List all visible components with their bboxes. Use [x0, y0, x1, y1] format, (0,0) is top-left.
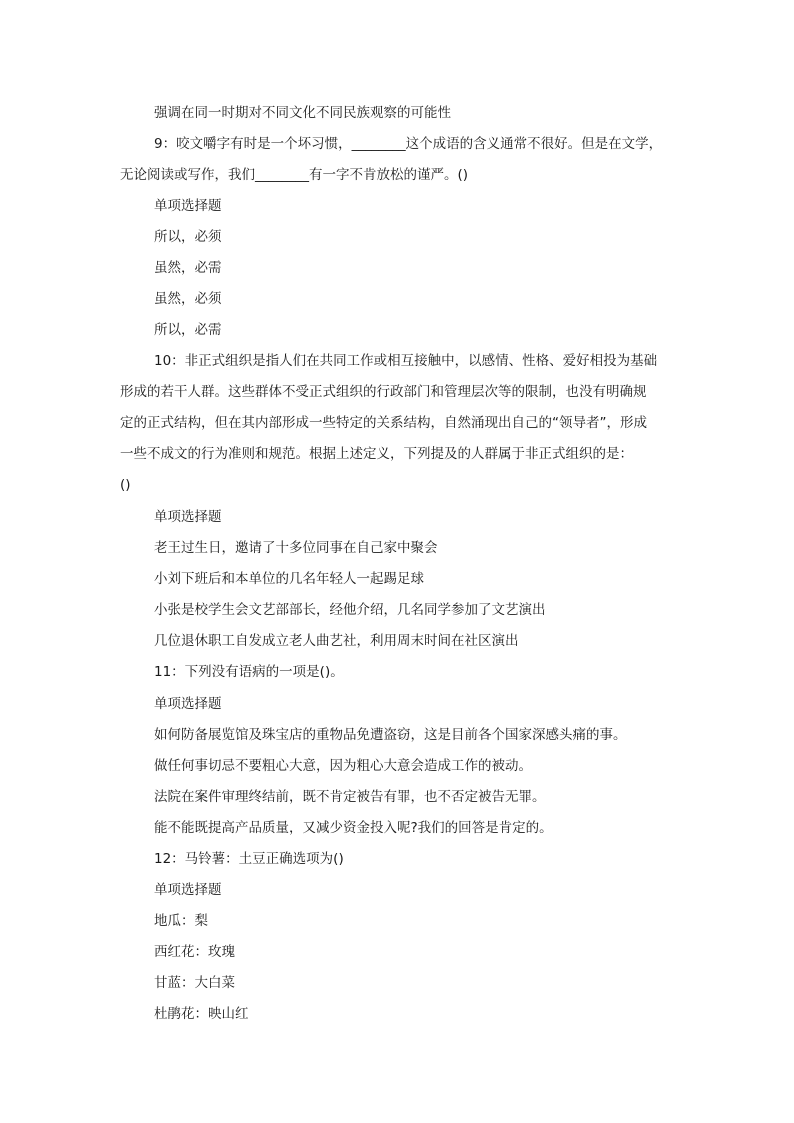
q12-option-b: 西红花：玫瑰	[154, 944, 235, 960]
intro-line: 强调在同一时期对不同文化不同民族观察的可能性	[154, 105, 451, 121]
q10-option-b: 小刘下班后和本单位的几名年轻人一起踢足球	[154, 571, 424, 587]
q9-question-type: 单项选择题	[154, 198, 222, 214]
q12-question-type: 单项选择题	[154, 882, 222, 898]
q12-option-c: 甘蓝：大白菜	[154, 975, 235, 991]
q11-option-b: 做任何事切忌不要粗心大意，因为粗心大意会造成工作的被动。	[154, 758, 532, 774]
q9-stem-line-1: 9：咬文嚼字有时是一个坏习惯，________这个成语的含义通常不很好。但是在文学，	[154, 136, 663, 152]
q11-stem-line-1: 11：下列没有语病的一项是()。	[154, 664, 344, 680]
q10-stem-line-3: 定的正式结构，但在其内部形成一些特定的关系结构，自然涌现出自己的“领导者”，形成	[120, 415, 647, 431]
q12-option-a: 地瓜：梨	[154, 913, 208, 929]
q12-stem-line-1: 12：马铃薯：土豆正确选项为()	[154, 851, 344, 867]
q11-option-d: 能不能既提高产品质量，又减少资金投入呢?我们的回答是肯定的。	[154, 820, 553, 836]
q9-option-d: 所以，必需	[154, 322, 222, 338]
q10-stem-line-4: 一些不成文的行为准则和规范。根据上述定义，下列提及的人群属于非正式组织的是：	[120, 446, 633, 462]
q10-question-type: 单项选择题	[154, 509, 222, 525]
q10-stem-line-1: 10：非正式组织是指人们在共同工作或相互接触中，以感情、性格、爱好相投为基础	[154, 353, 658, 369]
q9-option-c: 虽然，必须	[154, 291, 222, 307]
q9-stem-line-2: 无论阅读或写作，我们________有一字不肯放松的谨严。()	[120, 167, 469, 183]
q12-option-d: 杜鹃花：映山红	[154, 1006, 249, 1022]
q11-option-c: 法院在案件审理终结前，既不肯定被告有罪，也不否定被告无罪。	[154, 789, 546, 805]
q10-stem-line-5: ()	[120, 477, 131, 493]
q11-question-type: 单项选择题	[154, 696, 222, 712]
q9-option-a: 所以，必须	[154, 229, 222, 245]
q11-option-a: 如何防备展览馆及珠宝店的重物品免遭盗窃，这是目前各个国家深感头痛的事。	[154, 727, 627, 743]
q10-option-c: 小张是校学生会文艺部部长，经他介绍，几名同学参加了文艺演出	[154, 602, 546, 618]
q9-option-b: 虽然，必需	[154, 260, 222, 276]
q10-stem-line-2: 形成的若干人群。这些群体不受正式组织的行政部门和管理层次等的限制，也没有明确规	[120, 384, 647, 400]
q10-option-a: 老王过生日，邀请了十多位同事在自己家中聚会	[154, 540, 438, 556]
q10-option-d: 几位退休职工自发成立老人曲艺社，利用周末时间在社区演出	[154, 633, 519, 649]
